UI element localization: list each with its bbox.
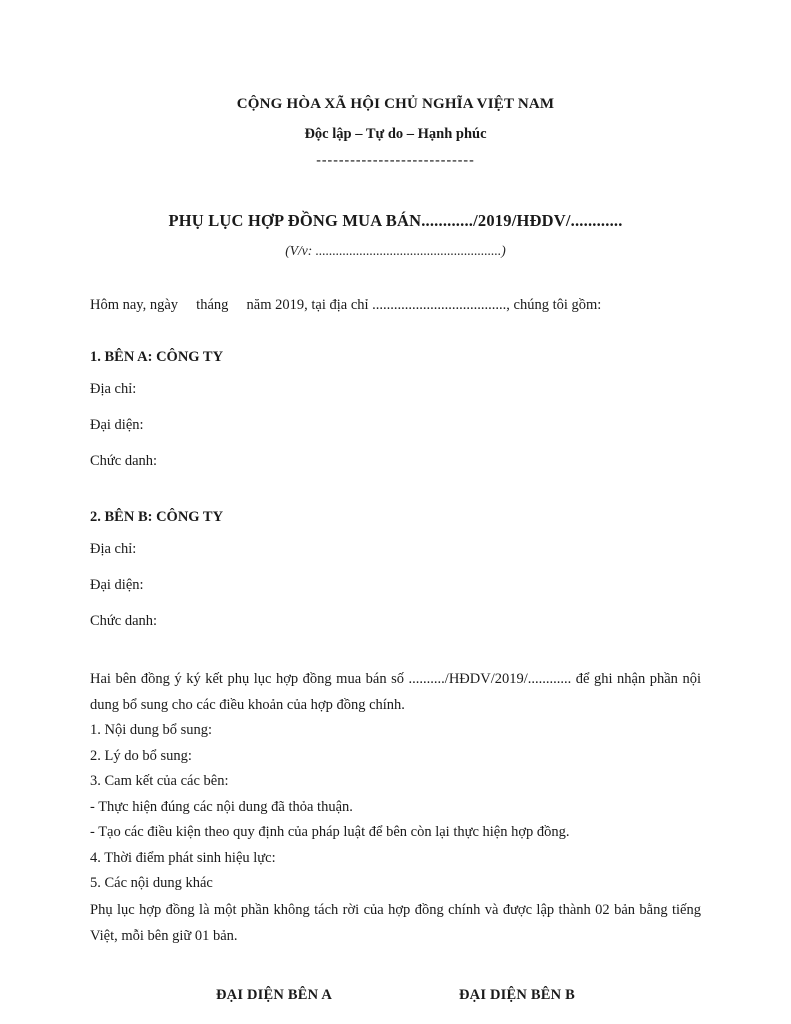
party-b-heading: 2. BÊN B: CÔNG TY bbox=[90, 509, 224, 525]
intro-line: Hôm nay, ngày tháng năm 2019, tại địa chỉ ....................................., chúng tôi gồm: bbox=[90, 297, 602, 313]
national-title: CỘNG HÒA XÃ HỘI CHỦ NGHĨA VIỆT NAM bbox=[236, 96, 555, 112]
clause-line: 1. Nội dung bổ sung: bbox=[90, 722, 213, 738]
clause-line: 3. Cam kết của các bên: bbox=[90, 773, 229, 789]
clause-line: 4. Thời điểm phát sinh hiệu lực: bbox=[90, 849, 276, 866]
header-divider: ---------------------------- bbox=[316, 153, 475, 168]
national-motto: Độc lập – Tự do – Hạnh phúc bbox=[304, 126, 487, 142]
party-a-position-label: Chức danh: bbox=[90, 453, 158, 469]
document-title: PHỤ LỤC HỢP ĐỒNG MUA BÁN............/2019/HĐDV/............ bbox=[168, 211, 623, 230]
signature-party-b: ĐẠI DIỆN BÊN B bbox=[459, 986, 576, 1003]
party-a-heading: 1. BÊN A: CÔNG TY bbox=[90, 349, 224, 365]
party-a-address-label: Địa chỉ: bbox=[90, 381, 137, 397]
clause-line: 5. Các nội dung khác bbox=[90, 875, 213, 891]
clause-line: 2. Lý do bổ sung: bbox=[90, 747, 192, 764]
clause-line: - Tạo các điều kiện theo quy định của pháp luật để bên còn lại thực hiện hợp đồng. bbox=[90, 824, 570, 840]
signature-row bbox=[90, 987, 701, 1004]
party-b-representative-label: Đại diện: bbox=[90, 577, 144, 593]
body-block bbox=[90, 666, 701, 949]
signature-party-a: ĐẠI DIỆN BÊN A bbox=[215, 986, 332, 1003]
closing-paragraph: Phụ lục hợp đồng là một phần không tách rời của hợp đồng chính và được lập thành 02 bản bằng tiếng Việt, mỗi bên giữ 01 bản. bbox=[90, 901, 701, 944]
party-a-representative-label: Đại diện: bbox=[90, 417, 144, 433]
agreement-paragraph: Hai bên đồng ý ký kết phụ lục hợp đồng mua bán số ........../HĐDV/2019/............ để ghi nhận phần nội dung bổ sung cho các điều khoản của hợp đồng chính. bbox=[90, 671, 701, 713]
subject-line: (V/v: .......................................................) bbox=[285, 243, 506, 258]
clause-line: - Thực hiện đúng các nội dung đã thỏa thuận. bbox=[90, 798, 353, 815]
party-b-position-label: Chức danh: bbox=[90, 613, 158, 629]
party-b-address-label: Địa chỉ: bbox=[90, 541, 137, 557]
